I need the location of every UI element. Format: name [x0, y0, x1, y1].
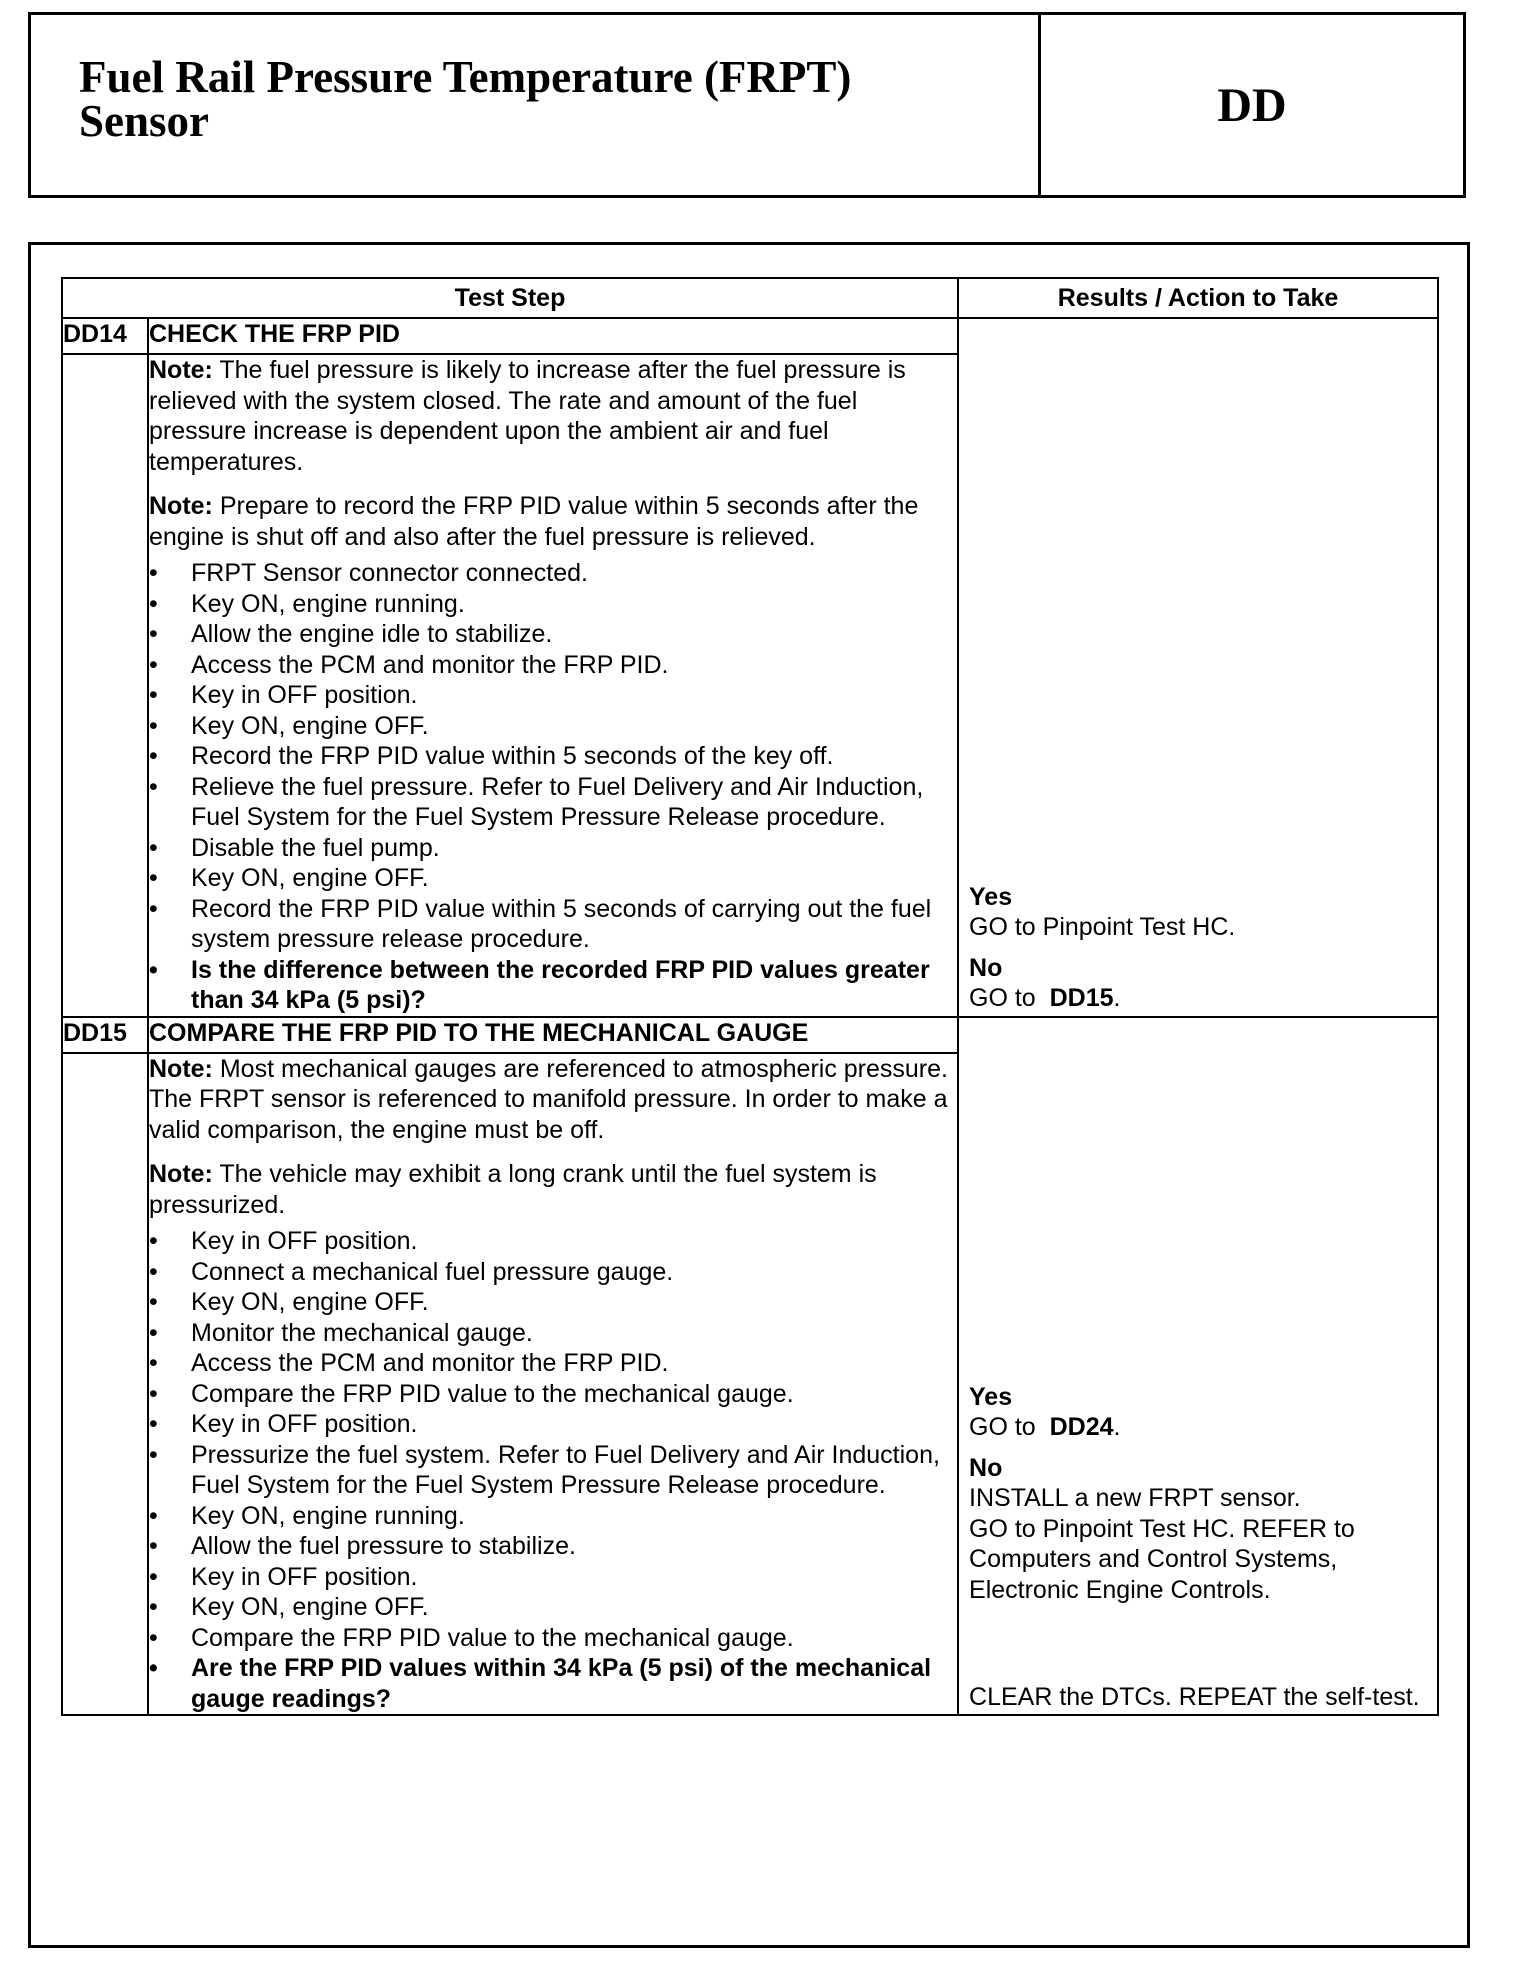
step-link-dd15[interactable]: DD15	[1049, 984, 1114, 1012]
list-item: • Disable the fuel pump.	[149, 833, 957, 864]
list-item: • Key in OFF position.	[149, 1226, 957, 1257]
column-header-test-step: Test Step	[62, 278, 958, 318]
header-box	[28, 12, 1466, 198]
note-dd15-1	[149, 1054, 957, 1146]
list-item: • Pressurize the fuel system. Refer to Fuel Delivery and Air Induction, Fuel System for the Fuel System Pressure Release procedure.	[149, 1440, 957, 1501]
page-title-line1: Fuel Rail Pressure Temperature (FRPT)	[79, 52, 852, 102]
note-label: Note:	[149, 1160, 213, 1188]
results-block-dd14	[969, 882, 1429, 1014]
list-item: • Key in OFF position.	[149, 680, 957, 711]
note-dd15-2	[149, 1159, 957, 1220]
note-text: The fuel pressure is likely to increase after the fuel pressure is relieved with the system closed. The rate and amount of the fuel pressure increase is dependent upon the ambient air and fuel temperatures.	[149, 356, 906, 476]
question-dd15: • Are the FRP PID values within 34 kPa (5 psi) of the mechanical gauge readings?	[149, 1653, 957, 1714]
step-title-dd15: COMPARE THE FRP PID TO THE MECHANICAL GAUGE	[148, 1017, 958, 1053]
yes-action-prefix-dd15: GO to	[969, 1413, 1043, 1441]
note-dd14-1	[149, 355, 957, 477]
no-action-dd15-2: GO to Pinpoint Test HC. REFER to Computers and Control Systems, Electronic Engine Controls.	[969, 1514, 1355, 1604]
note-text: The vehicle may exhibit a long crank until the fuel system is pressurized.	[149, 1160, 877, 1219]
no-action-dd14	[969, 983, 1429, 1014]
step-id-dd15: DD15	[62, 1017, 148, 1053]
step-id-dd14: DD14	[62, 318, 148, 354]
bullet-list-dd14	[149, 558, 957, 1016]
column-header-results: Results / Action to Take	[958, 278, 1438, 318]
note-label: Note:	[149, 1054, 213, 1083]
no-label-dd14: No	[969, 953, 1003, 982]
no-label-dd15: No	[969, 1453, 1003, 1482]
list-item: • Access the PCM and monitor the FRP PID.	[149, 650, 957, 681]
step-title-row-dd14	[62, 318, 1438, 354]
content-frame	[28, 242, 1470, 1948]
final-action-block-dd15	[969, 1682, 1429, 1713]
list-item: • Allow the fuel pressure to stabilize.	[149, 1531, 957, 1562]
list-item: • Key ON, engine OFF.	[149, 711, 957, 742]
list-item: • FRPT Sensor connector connected.	[149, 558, 957, 589]
note-dd14-2	[149, 491, 957, 552]
note-label: Note:	[149, 492, 213, 520]
list-item: • Monitor the mechanical gauge.	[149, 1318, 957, 1349]
question-dd14: • Is the difference between the recorded FRP PID values greater than 34 kPa (5 psi)?	[149, 955, 957, 1016]
note-text: Most mechanical gauges are referenced to atmospheric pressure. The FRPT sensor is referenced to manifold pressure. In order to make a valid comparison, the engine must be off.	[149, 1054, 948, 1144]
final-action-dd15: CLEAR the DTCs. REPEAT the self-test.	[969, 1682, 1420, 1711]
results-dd14	[958, 318, 1438, 1017]
note-text: Prepare to record the FRP PID value within 5 seconds after the engine is shut off and also after the fuel pressure is relieved.	[149, 492, 919, 551]
list-item: • Key in OFF position.	[149, 1562, 957, 1593]
yes-action-dd14: GO to Pinpoint Test HC.	[969, 913, 1236, 941]
step-body-dd15	[148, 1053, 958, 1716]
yes-action-dd15	[969, 1412, 1429, 1443]
header-code-cell	[1041, 15, 1463, 195]
list-item: • Key ON, engine OFF.	[149, 1287, 957, 1318]
no-action-dd15-1: INSTALL a new FRPT sensor.	[969, 1484, 1301, 1512]
yes-label-dd15: Yes	[969, 1382, 1013, 1411]
step-body-dd14	[148, 354, 958, 1017]
step-title-dd14: CHECK THE FRP PID	[148, 318, 958, 354]
step-link-dd24[interactable]: DD24	[1049, 1413, 1114, 1441]
list-item: • Key ON, engine OFF.	[149, 1592, 957, 1623]
list-item: • Access the PCM and monitor the FRP PID.	[149, 1348, 957, 1379]
list-item: • Allow the engine idle to stabilize.	[149, 619, 957, 650]
page-title	[79, 52, 852, 155]
list-item: • Relieve the fuel pressure. Refer to Fuel Delivery and Air Induction, Fuel System for the Fuel System Pressure Release procedure.	[149, 772, 957, 833]
list-item: • Key in OFF position.	[149, 1409, 957, 1440]
page-title-line2: Sensor	[79, 96, 210, 146]
results-dd15	[958, 1017, 1438, 1716]
no-action-prefix-dd14: GO to	[969, 984, 1043, 1012]
table-header-row	[62, 278, 1438, 318]
list-item: • Compare the FRP PID value to the mechanical gauge.	[149, 1379, 957, 1410]
yes-label-dd14: Yes	[969, 882, 1013, 911]
list-item: • Compare the FRP PID value to the mechanical gauge.	[149, 1623, 957, 1654]
no-action-suffix-dd14: .	[1113, 984, 1121, 1012]
yes-action-suffix-dd15: .	[1113, 1413, 1121, 1441]
bullet-list-dd15	[149, 1226, 957, 1714]
list-item: • Key ON, engine running.	[149, 1501, 957, 1532]
results-block-dd15	[969, 1382, 1429, 1606]
note-label: Note:	[149, 356, 213, 384]
list-item: • Key ON, engine OFF.	[149, 863, 957, 894]
list-item: • Record the FRP PID value within 5 seconds of carrying out the fuel system pressure release procedure.	[149, 894, 957, 955]
test-step-table	[61, 277, 1439, 1716]
step-title-row-dd15	[62, 1017, 1438, 1053]
list-item: • Key ON, engine running.	[149, 589, 957, 620]
header-title-cell	[31, 15, 1041, 195]
section-code: DD	[1217, 78, 1287, 132]
list-item: • Connect a mechanical fuel pressure gauge.	[149, 1257, 957, 1288]
list-item: • Record the FRP PID value within 5 seconds of the key off.	[149, 741, 957, 772]
